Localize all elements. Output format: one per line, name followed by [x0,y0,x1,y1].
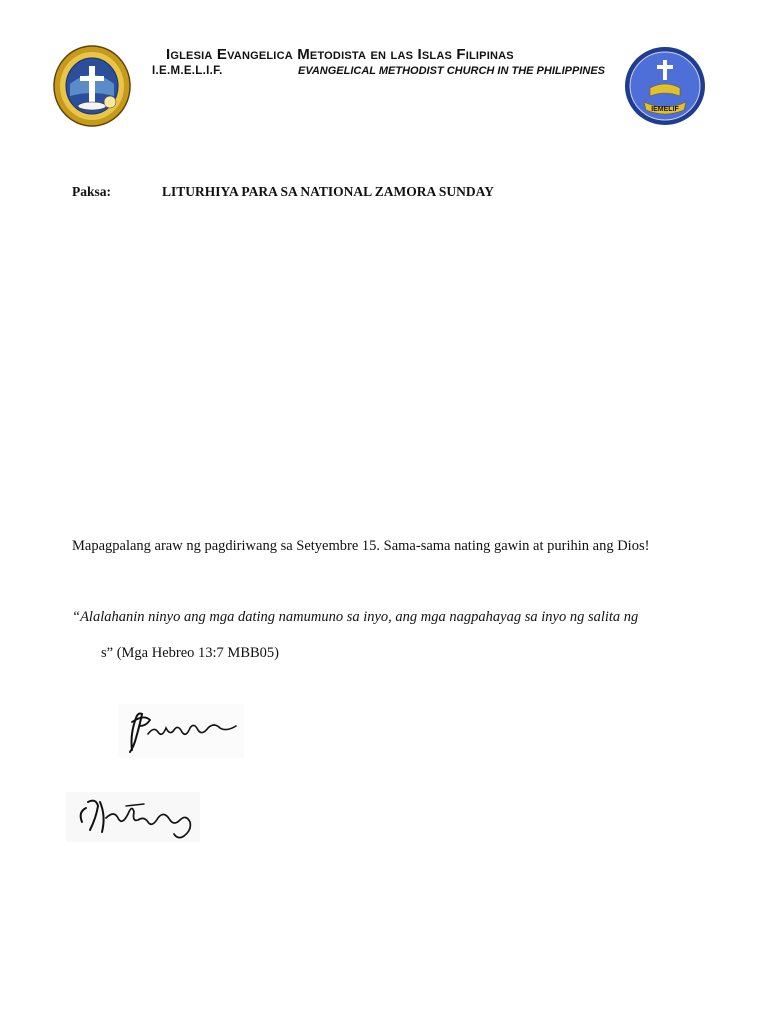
church-name-heading: Iglesia Evangelica Metodista en las Islas Filipinas [166,46,514,63]
bible-verse-line-1: “Alalahanin ninyo ang mga dating namumuno sa inyo, ang mga nagpahayag sa inyo ng salita ng [72,609,639,625]
church-english-name: EVANGELICAL METHODIST CHURCH IN THE PHILIPPINES [298,65,606,77]
subject-title: LITURHIYA PARA SA NATIONAL ZAMORA SUNDAY [162,184,494,199]
svg-text:IEMELIF: IEMELIF [651,106,679,113]
handwritten-signature-icon [66,792,200,842]
church-abbreviation: I.E.M.E.L.I.F. [152,65,223,77]
church-seal-icon [52,44,132,128]
handwritten-signature-icon [118,704,244,758]
church-emblem-icon [624,46,706,126]
subject-label: Paksa: [72,184,112,199]
greeting-paragraph: Mapagpalang araw ng pagdiriwang sa Setyembre 15. Sama-sama nating gawin at purihin ang Dios! [72,538,650,554]
bible-verse-line-2: s” (Mga Hebreo 13:7 MBB05) [101,645,280,661]
